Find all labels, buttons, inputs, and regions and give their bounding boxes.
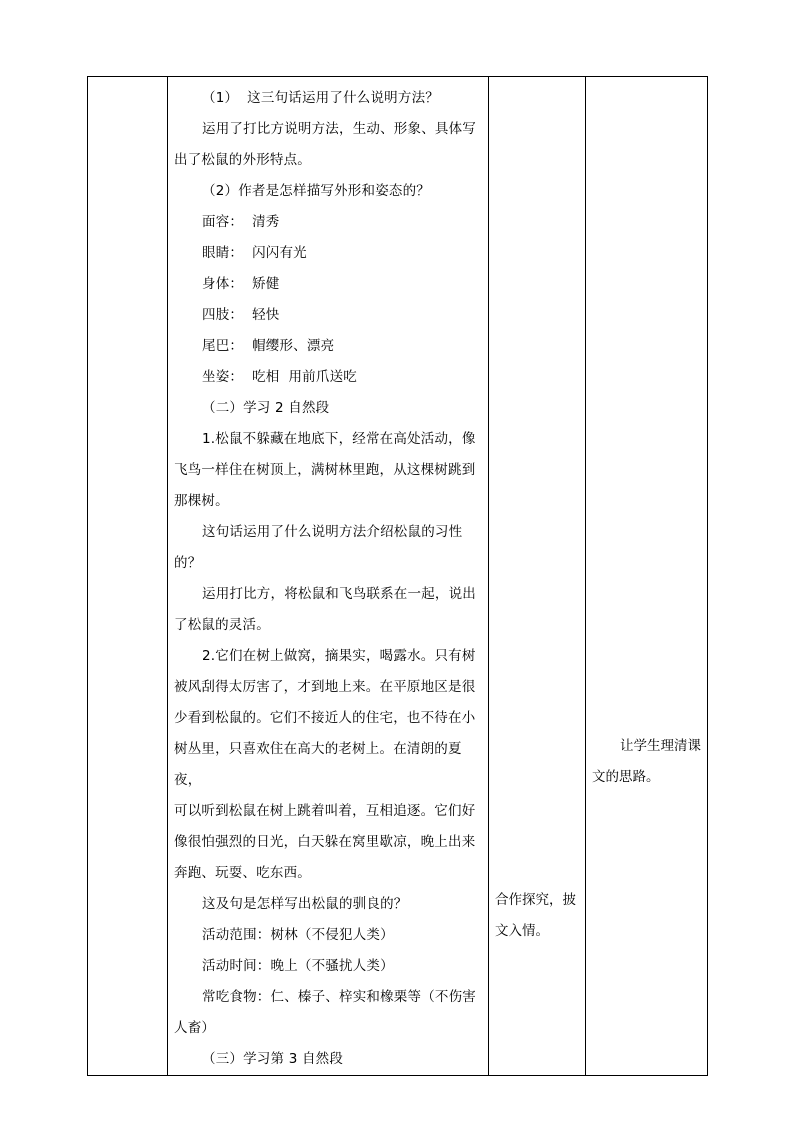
content-line: 面容： 清秀 — [202, 214, 280, 230]
content-line: 2.它们在树上做窝，摘果实，喝露水。只有树 — [202, 648, 476, 664]
content-line: 人畜） — [174, 1020, 216, 1036]
design-intent-text: 让学生理清课文的思路。 — [592, 738, 701, 785]
content-line: 的？ — [174, 555, 202, 571]
student-activity-cell — [489, 77, 586, 1076]
content-line: 飞鸟一样住在树顶上，满树林里跑，从这棵树跳到 — [174, 462, 476, 478]
content-line: 出了松鼠的外形特点。 — [174, 152, 311, 168]
content-line: 活动范围：树林（不侵犯人类） — [202, 927, 394, 943]
content-line: 身体： 矫健 — [202, 276, 280, 292]
stage-cell — [88, 77, 168, 1076]
content-line: 那棵树。 — [174, 493, 229, 509]
content-line: 坐姿： 吃相 用前爪送吃 — [202, 369, 357, 385]
content-line: 常吃食物：仁、榛子、梓实和橡栗等（不伤害 — [202, 989, 476, 1005]
content-line: 运用打比方，将松鼠和飞鸟联系在一起，说出 — [202, 586, 476, 602]
content-line: 尾巴： 帽缨形、漂亮 — [202, 338, 335, 354]
content-line: 奔跑、玩耍、吃东西。 — [174, 865, 311, 881]
teaching-content-cell — [168, 77, 489, 1076]
content-line: （二）学习 2 自然段 — [202, 400, 330, 416]
content-line: 眼睛： 闪闪有光 — [202, 245, 307, 261]
content-line: 四肢： 轻快 — [202, 307, 280, 323]
content-line: 像很怕强烈的日光，白天躲在窝里歇凉，晚上出来 — [174, 834, 476, 850]
content-line: （1） 这三句话运用了什么说明方法？ — [202, 90, 439, 106]
content-line: 少看到松鼠的。它们不接近人的住宅，也不待在小 — [174, 710, 476, 726]
content-line: 1.松鼠不躲藏在地底下，经常在高处活动，像 — [202, 431, 476, 447]
student-activity-text: 合作探究，披文入情。 — [495, 892, 576, 939]
content-line: 可以听到松鼠在树上跳着叫着，互相追逐。它们好 — [174, 803, 476, 819]
content-line: （2）作者是怎样描写外形和姿态的？ — [202, 183, 430, 199]
design-intent-cell — [586, 77, 708, 1076]
content-line: 这及句是怎样写出松鼠的驯良的？ — [202, 896, 408, 912]
content-line: 这句话运用了什么说明方法介绍松鼠的习性 — [202, 524, 463, 540]
content-line: 运用了打比方说明方法，生动、形象、具体写 — [202, 121, 476, 137]
table-row — [88, 77, 708, 1076]
content-line: 被风刮得太厉害了，才到地上来。在平原地区是很 — [174, 679, 476, 695]
content-line: （三）学习第 3 自然段 — [202, 1051, 344, 1067]
content-line: 了松鼠的灵活。 — [174, 617, 270, 633]
lesson-plan-table — [87, 76, 708, 1076]
content-line: 树丛里，只喜欢住在高大的老树上。在清朗的夏夜， — [174, 741, 462, 788]
content-line: 活动时间：晚上（不骚扰人类） — [202, 958, 394, 974]
